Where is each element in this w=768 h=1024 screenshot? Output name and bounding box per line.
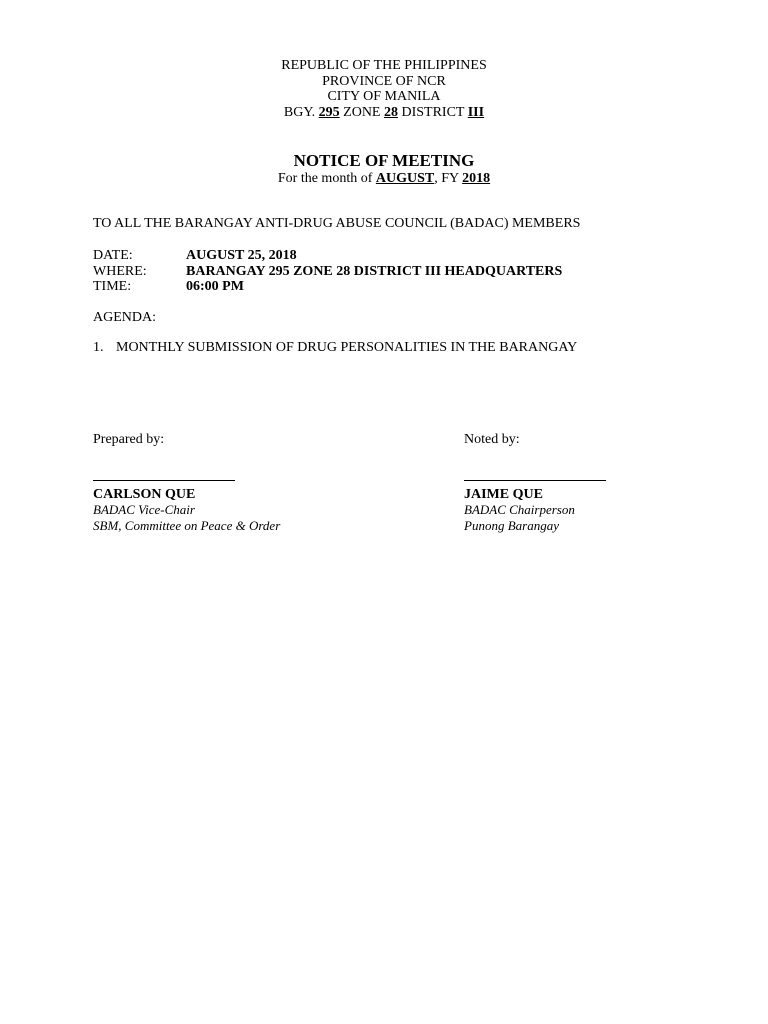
notice-subtitle [0,171,768,187]
zone-number: 28 [383,104,398,120]
signature-line [93,480,235,481]
signatory-title: Punong Barangay [464,517,559,533]
meeting-year: 2018 [462,171,491,186]
bgy-prefix: BGY. [283,104,316,120]
signatory-position: BADAC Chairperson [464,502,575,517]
letterhead [0,58,768,120]
meeting-month: AUGUST [375,171,435,186]
district-number: III [467,104,485,120]
agenda-item [93,340,577,356]
signatory-position: BADAC Vice-Chair [93,502,195,517]
agenda-item-number: 1. [93,340,104,355]
detail-row-time [93,279,713,295]
where-label: WHERE: [93,263,147,279]
bgy-number: 295 [318,104,340,120]
zone-label: ZONE [343,104,381,120]
recipients-line: TO ALL THE BARANGAY ANTI-DRUG ABUSE COUNCIL (BADAC) MEMBERS [93,216,581,231]
signatory-noted [464,432,724,533]
meeting-details [93,248,713,295]
where-value: BARANGAY 295 ZONE 28 DISTRICT III HEADQUARTERS [186,263,563,279]
time-label: TIME: [93,279,132,294]
detail-row-date [93,248,713,264]
signatory-name: JAIME QUE [464,486,543,502]
date-value: AUGUST 25, 2018 [186,248,297,263]
signatory-name: CARLSON QUE [93,486,196,502]
time-value: 06:00 PM [186,279,244,294]
letterhead-province: PROVINCE OF NCR [322,73,446,89]
signatory-prepared [93,432,353,533]
detail-row-where [93,264,713,280]
agenda-label: AGENDA: [93,310,156,325]
prepared-by-label: Prepared by: [93,432,165,447]
district-label: DISTRICT [401,104,465,120]
signatory-committee: SBM, Committee on Peace & Order [93,517,281,533]
fy-prefix: , FY [434,171,459,186]
letterhead-barangay [0,105,768,121]
letterhead-country: REPUBLIC OF THE PHILIPPINES [281,58,487,73]
agenda-item-text: MONTHLY SUBMISSION OF DRUG PERSONALITIES IN THE BARANGAY [116,340,578,355]
signature-line [464,480,606,481]
noted-by-label: Noted by: [464,432,520,447]
letterhead-city: CITY OF MANILA [327,89,441,104]
notice-title-block [0,151,768,187]
month-prefix: For the month of [277,171,373,186]
date-label: DATE: [93,248,133,263]
page-title: NOTICE OF MEETING [293,151,475,170]
